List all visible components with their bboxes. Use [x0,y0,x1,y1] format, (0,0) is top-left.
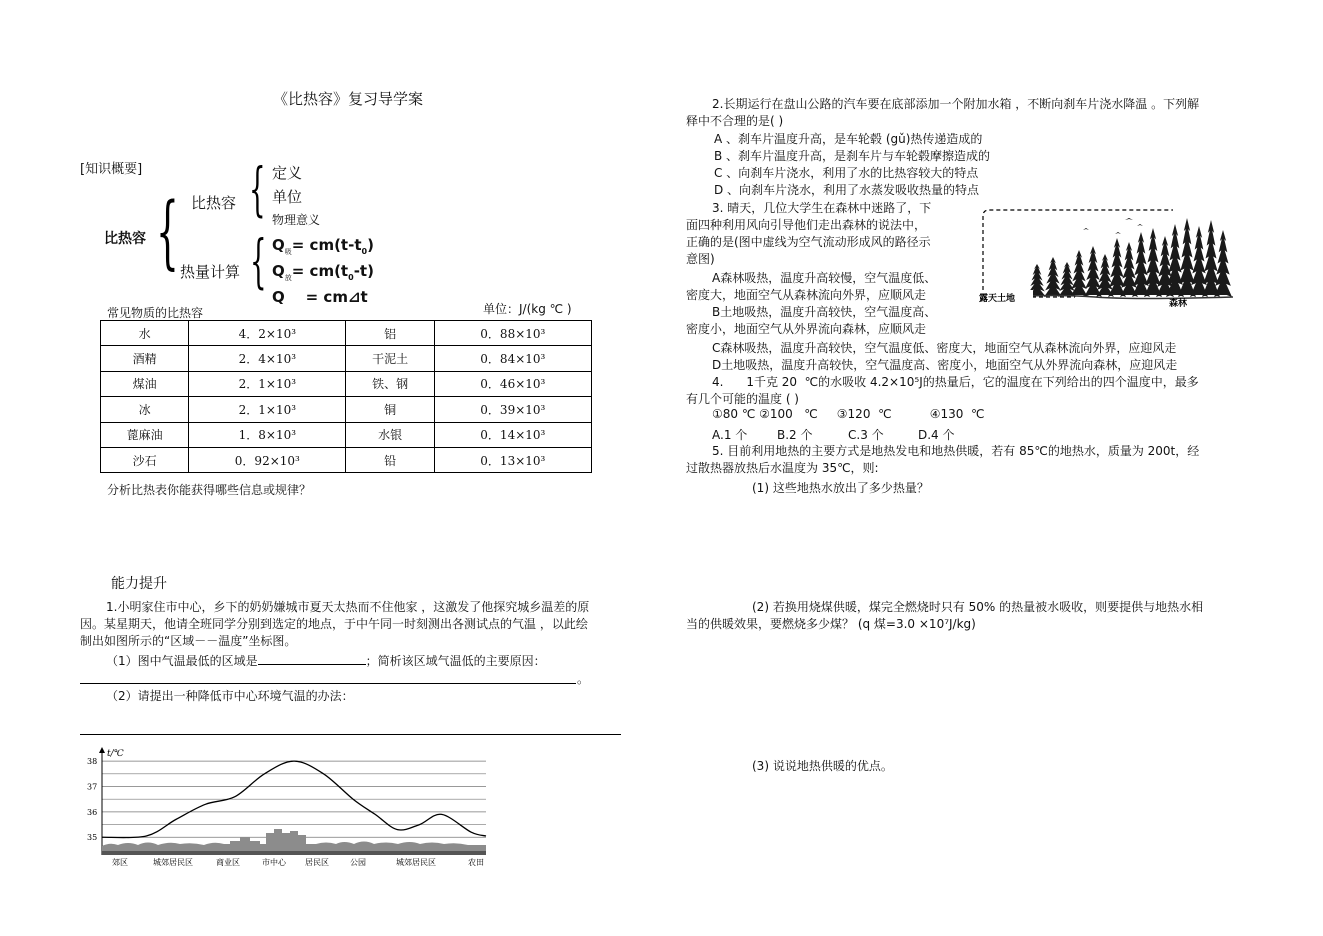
y-tick-label: 38 [87,757,98,767]
q5-text: 5. 目前利用地热的主要方式是地热发电和地热供暖，若有 85℃的地热水，质量为 200t，经 过散热器放热后水温度为 35℃，则: [686,444,1200,475]
q3-option-c[interactable]: C森林吸热，温度升高较快，空气温度低、密度大，地面空气从森林流向外界，应迎风走 [712,341,1177,355]
temperature-chart [80,745,490,869]
table-caption: 常见物质的比热容 [107,306,204,320]
cell: 冰 [101,397,189,422]
cell: 水 [101,321,189,346]
y-axis-label: t/℃ [107,749,124,759]
item-unit: 单位 [272,188,303,206]
table-row [101,371,592,396]
table-unit: 单位：J/(kg ℃ ) [483,302,572,316]
q3-option-d[interactable]: D土地吸热，温度升高较快，空气温度高、密度小，地面空气从外界流向森林，应迎风走 [712,358,1178,372]
cell: 2．1×10³ [189,371,346,396]
cell: 铜 [346,397,434,422]
open-land-label: 露天土地 [979,294,1016,304]
tree [1214,230,1232,297]
x-category-label: 农田 [468,858,484,867]
y-tick-labels [87,757,97,842]
specific-heat-table [100,320,592,473]
x-category-label: 城郊居民区 [153,858,193,867]
formula-release: $Q_放= cm(t_0-t)$ [272,262,374,282]
page-title: 《比热容》复习导学案 [273,90,424,108]
item-meaning: 物理意义 [272,213,321,227]
cell: 0．92×10³ [189,447,346,472]
q5-sub3: (3) 说说地热供暖的优点。 [752,759,893,773]
cell: 铝 [346,321,434,346]
landscape-silhouette [102,829,486,855]
branch2-brace: { [250,227,267,295]
y-tick-label: 37 [87,782,98,792]
formula-general: Q = cm⊿t [272,288,368,306]
q4-choice-a[interactable]: A.1 个 [712,428,748,442]
q4-temps: ①80 ℃ ②100 ℃ ③120 ℃ ④130 ℃ [712,407,985,421]
q1-answer-blank-1[interactable] [258,652,366,665]
x-category-label: 居民区 [305,858,329,867]
item-definition: 定义 [272,164,303,182]
x-category-labels [112,857,484,867]
branch-heat-calc: 热量计算 [180,263,241,281]
q3-options-long [712,340,1177,374]
y-tick-label: 36 [87,807,98,817]
x-category-label: 郊区 [112,858,128,867]
q1-answer-line-3[interactable] [80,722,621,735]
q2-option-a[interactable]: A 、刹车片温度升高，是车轮毂 (gǔ)热传递造成的 [714,132,983,146]
q1-sub2: （2）请提出一种降低市中心环境气温的办法： [106,689,354,703]
branch-specific-heat: 比热容 [191,194,237,212]
cell: 0．88×10³ [434,321,591,346]
q2-option-c[interactable]: C 、向刹车片浇水，利用了水的比热容较大的特点 [714,166,979,180]
x-category-label: 商业区 [216,858,240,867]
x-category-label: 公园 [350,858,366,867]
tree [1190,226,1208,297]
forest-illustration [975,202,1237,310]
q5-sub1: (1) 这些地热水放出了多少热量？ [752,481,929,495]
cell: 蓖麻油 [101,422,189,447]
table-row [101,346,592,371]
cell: 0．39×10³ [434,397,591,422]
table-row [101,321,592,346]
branch1-brace: { [249,155,266,223]
q3-text: 3. 晴天，几位大学生在森林中迷路了，下 面四种利用风向引导他们走出森林的说法中， 正确的是(图中虚线为空气流动形成风的路径示 意图) [686,201,932,266]
cell: 沙石 [101,447,189,472]
y-axis-arrow [99,747,105,753]
table-row [101,422,592,447]
cell: 水银 [346,422,434,447]
q2-option-d[interactable]: D 、向刹车片浇水，利用了水蒸发吸收热量的特点 [714,183,980,197]
table-question: 分析比热表你能获得哪些信息或规律？ [107,483,312,497]
birds [1083,218,1143,234]
x-category-label: 城郊居民区 [396,858,436,867]
y-tick-label: 35 [87,833,98,843]
forest-label: 森林 [1169,299,1188,309]
cell: 1．8×10³ [189,422,346,447]
cell: 铁、钢 [346,371,434,396]
table-row [101,447,592,472]
q2-text: 2.长期运行在盘山公路的汽车要在底部添加一个附加水箱 ，不断向刹车片浇水降温 。下列解 释中不合理的是( ) [686,97,1200,128]
overview-label: [知识概要] [80,162,143,177]
cell: 铅 [346,447,434,472]
tree [1144,228,1162,297]
tree [1120,242,1138,297]
table-row [101,397,592,422]
cell: 0．14×10³ [434,422,591,447]
tree [1178,218,1196,297]
cell: 酒精 [101,346,189,371]
q4-choice-d[interactable]: D.4 个 [918,428,955,442]
ability-heading: 能力提升 [111,576,167,592]
cell: 0．84×10³ [434,346,591,371]
q5-sub2: (2) 若换用烧煤供暖，煤完全燃烧时只有 50% 的热量被水吸收，则要提供与地热水相 当的供暖效果，要燃烧多少煤？ (q 煤=3.0 ×10⁷J/kg) [686,600,1204,631]
forest-trees [1028,218,1232,297]
q3-options-short: A森林吸热，温度升高较慢，空气温度低、 密度大，地面空气从森林流向外界，应顺风走 B土地吸热，温度升高较快，空气温度高、 密度小，地面空气从外界流向森林，应顺风走 [686,271,937,336]
q3-option-a[interactable]: A森林吸热，温度升高较慢，空气温度低、 [712,271,937,285]
q1-sub1: （1）图中气温最低的区域是 ；简析该区域气温低的主要原因： [106,654,546,668]
q1-answer-line-2[interactable] [80,671,576,684]
cell: 煤油 [101,371,189,396]
cell: 0．13×10³ [434,447,591,472]
tree [1084,246,1102,297]
tree [1132,232,1150,297]
tree [1202,220,1220,297]
cell: 干泥土 [346,346,434,371]
root-brace: { [156,185,179,278]
q1-sub1-end: 。 [577,672,590,686]
cell: 4．2×10³ [189,321,346,346]
cell: 2．1×10³ [189,397,346,422]
q2-option-b[interactable]: B 、刹车片温度升高，是刹车片与车轮毂摩擦造成的 [714,149,991,163]
q4-choice-c[interactable]: C.3 个 [848,428,884,442]
q3-option-b[interactable]: B土地吸热，温度升高较快，空气温度高、 [712,305,937,319]
q1-text: 1.小明家住市中心，乡下的奶奶嫌城市夏天太热而不住他家 ，这激发了他探究城乡温差的原 因。某星期天，他请全班同学分别到选定的地点，于中午同一时刻测出各测试点的气温 ，以此绘 制出如图所示的“区域－－温度”坐标图。 [80,600,590,648]
formula-absorb: $Q_吸= cm(t-t_0)$ [272,236,374,256]
q4-choice-b[interactable]: B.2 个 [777,428,813,442]
overview-root: 比热容 [104,231,146,247]
q2-options [714,131,990,199]
cell: 2．4×10³ [189,346,346,371]
cell: 0．46×10³ [434,371,591,396]
x-category-label: 市中心 [262,858,286,867]
q4-text: 4. 1千克 20 ℃的水吸收 4.2×10⁵J的热量后，它的温度在下列给出的四个温度中，最多 有几个可能的温度 ( ) [686,375,1199,406]
